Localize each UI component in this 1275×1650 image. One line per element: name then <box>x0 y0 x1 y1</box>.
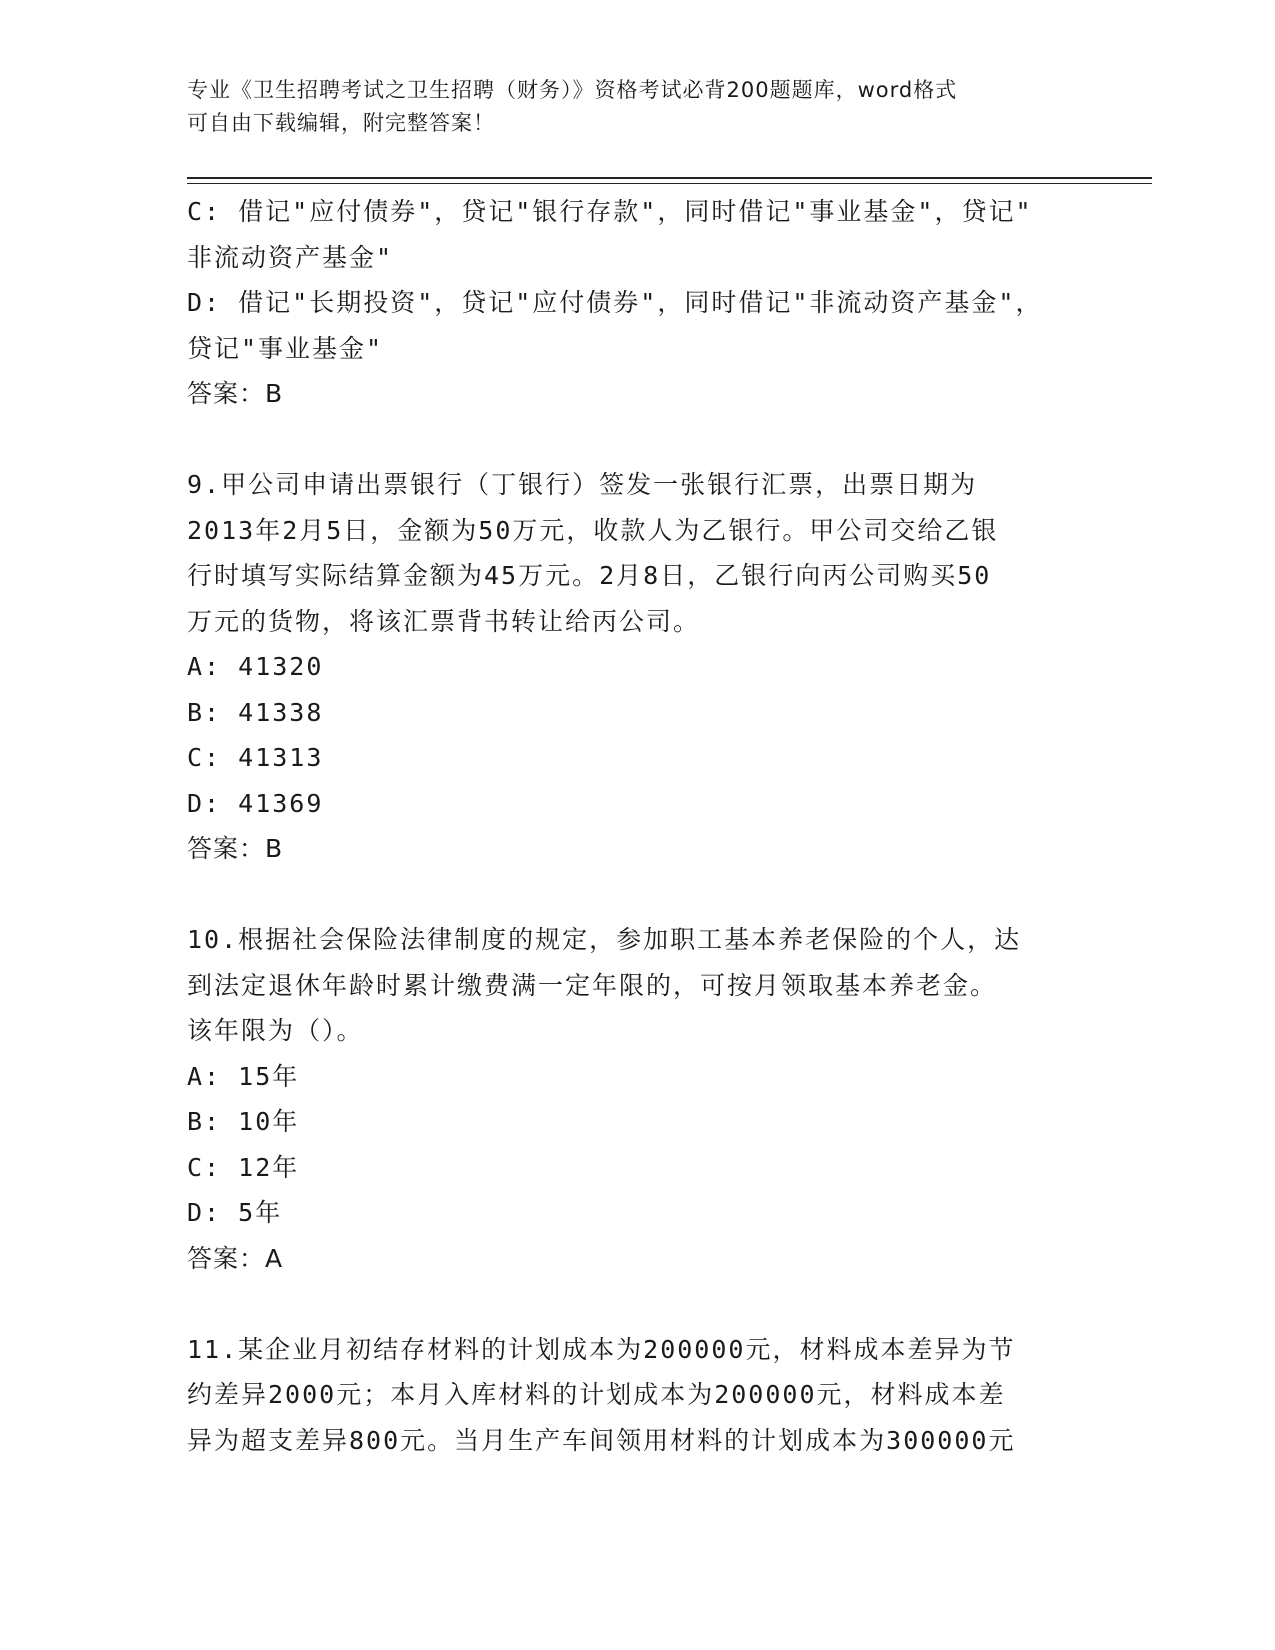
spacer <box>187 872 1087 918</box>
q9-option-b: B: 41338 <box>187 697 324 727</box>
header-line-2: 可自由下载编辑，附完整答案！ <box>187 111 495 135</box>
q8-option-d-line-2: 贷记"事业基金" <box>187 333 384 363</box>
question-10-block <box>187 917 1087 1281</box>
document-header <box>187 74 1067 140</box>
header-line-1: 专业《卫生招聘考试之卫生招聘（财务）》资格考试必背200题题库，word格式 <box>187 78 958 102</box>
q10-answer: 答案：A <box>187 1243 284 1273</box>
q9-option-d: D: 41369 <box>187 788 324 818</box>
q8-option-c-line-2: 非流动资产基金" <box>187 242 394 272</box>
q9-answer: 答案：B <box>187 834 284 863</box>
q10-option-b: B: 10年 <box>187 1107 300 1136</box>
document-body <box>187 189 1087 1463</box>
q9-stem-line-2: 2013年2月5日，金额为50万元，收款人为乙银行。甲公司交给乙银 <box>187 515 999 545</box>
spacer <box>187 417 1087 463</box>
q10-option-a: A: 15年 <box>187 1061 300 1091</box>
q11-stem-line-2: 约差异2000元；本月入库材料的计划成本为200000元，材料成本差 <box>187 1380 1006 1409</box>
q10-stem-line-3: 该年限为（）。 <box>187 1016 364 1045</box>
question-11-block <box>187 1327 1087 1464</box>
q10-option-c: C: 12年 <box>187 1152 300 1182</box>
q10-option-d: D: 5年 <box>187 1198 283 1227</box>
q9-stem-line-3: 行时填写实际结算金额为45万元。2月8日，乙银行向丙公司购买50 <box>187 561 992 590</box>
q10-stem-line-2: 到法定退休年龄时累计缴费满一定年限的，可按月领取基本养老金。 <box>187 970 998 1000</box>
header-divider-thin <box>187 183 1152 184</box>
q9-option-a: A: 41320 <box>187 652 324 681</box>
q10-stem-line-1: 10.根据社会保险法律制度的规定，参加职工基本养老保险的个人，达 <box>187 925 1022 954</box>
q9-option-c: C: 41313 <box>187 743 324 772</box>
q9-stem-line-1: 9.甲公司申请出票银行（丁银行）签发一张银行汇票，出票日期为 <box>187 470 978 499</box>
q8-option-c-line-1: C: 借记"应付债券"，贷记"银行存款"，同时借记"事业基金"，贷记" <box>187 197 1033 226</box>
q8-option-d-line-1: D: 借记"长期投资"，贷记"应付债券"，同时借记"非流动资产基金"， <box>187 288 1043 317</box>
question-8-block <box>187 189 1087 417</box>
q11-stem-line-3: 异为超支差异800元。当月生产车间领用材料的计划成本为300000元 <box>187 1425 1016 1455</box>
spacer <box>187 1281 1087 1327</box>
q9-stem-line-4: 万元的货物，将该汇票背书转让给丙公司。 <box>187 606 701 636</box>
header-divider-thick <box>187 177 1152 179</box>
q8-answer: 答案：B <box>187 379 284 408</box>
q11-stem-line-1: 11.某企业月初结存材料的计划成本为200000元，材料成本差异为节 <box>187 1334 1016 1364</box>
question-9-block <box>187 462 1087 872</box>
